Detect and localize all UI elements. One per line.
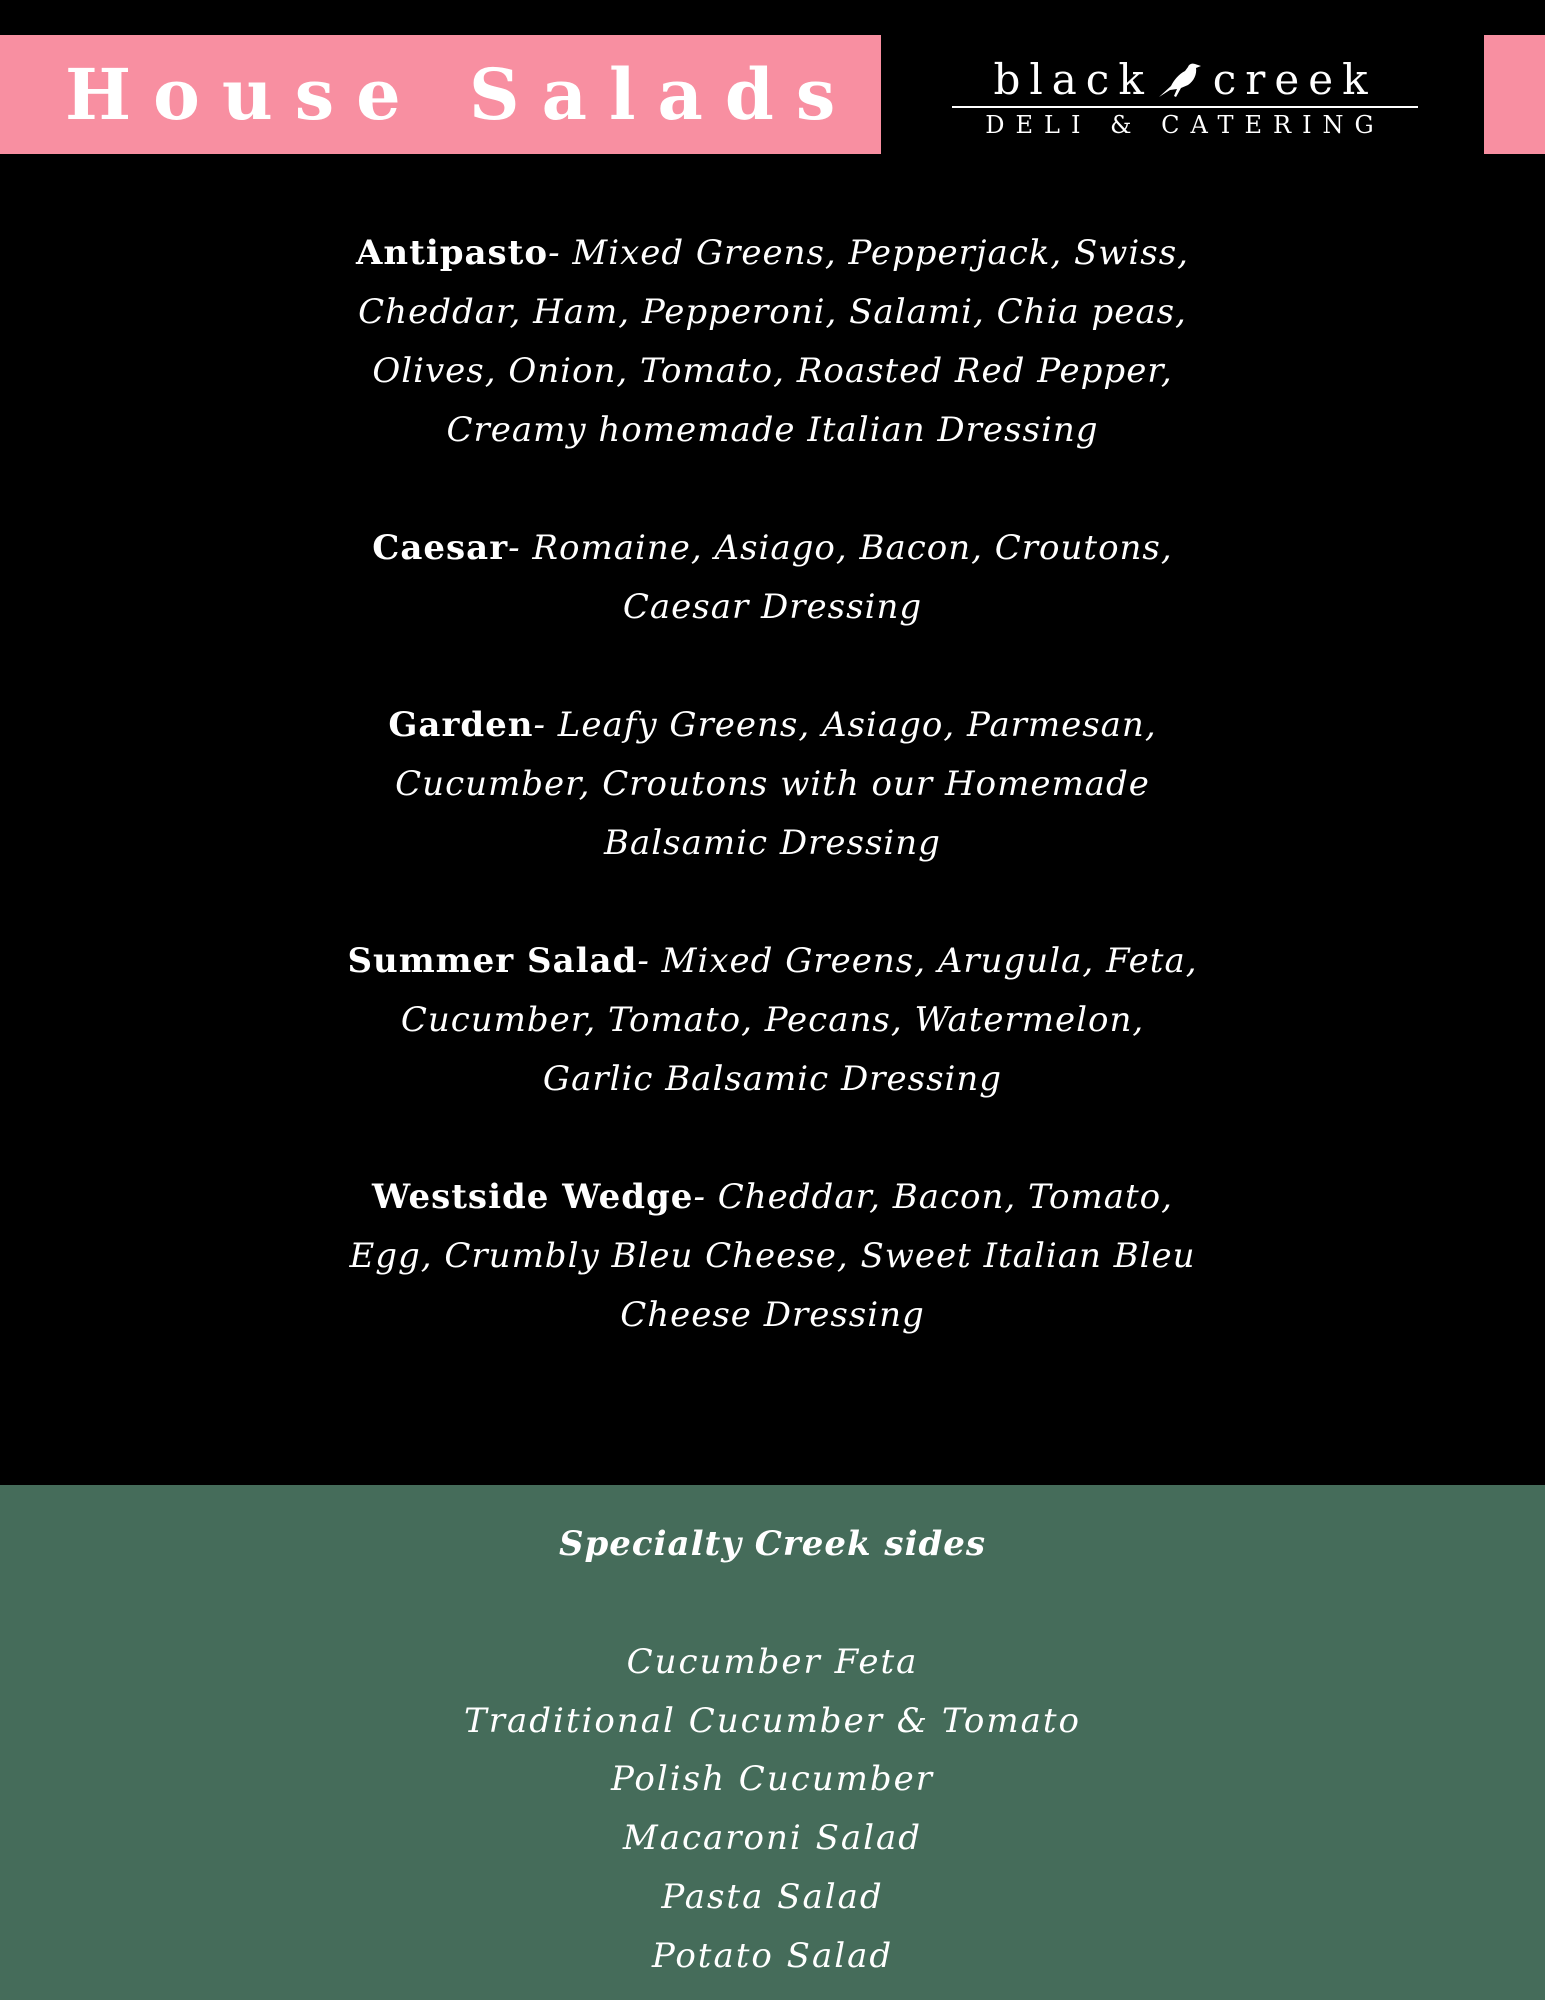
salad-name: Garden bbox=[388, 705, 534, 745]
title-banner bbox=[0, 35, 881, 154]
side-item: Macaroni Salad bbox=[622, 1818, 923, 1859]
sides-panel bbox=[0, 1485, 1545, 2000]
salad-description: Cheddar, Bacon, Tomato, Egg, Crumbly Bleu Cheese, Sweet Italian Bleu Cheese Dressing bbox=[349, 1177, 1196, 1335]
side-item: Traditional Cucumber & Tomato bbox=[464, 1700, 1081, 1741]
logo-word-creek: creek bbox=[1212, 54, 1377, 104]
salad-item bbox=[340, 519, 1205, 637]
logo-divider bbox=[952, 106, 1418, 108]
side-item: Potato Salad bbox=[651, 1935, 894, 1976]
page-title: House Salads bbox=[65, 53, 858, 136]
salad-description: Romaine, Asiago, Bacon, Croutons, Caesar Dressing bbox=[532, 528, 1173, 627]
salad-item bbox=[340, 696, 1205, 873]
sides-list bbox=[0, 1633, 1545, 1985]
salad-item bbox=[340, 224, 1205, 460]
salad-separator: - bbox=[637, 941, 662, 981]
salad-name: Caesar bbox=[372, 528, 509, 568]
logo-tagline: DELI & CATERING bbox=[985, 111, 1385, 139]
salad-item bbox=[340, 1168, 1205, 1345]
brand-logo bbox=[950, 55, 1420, 145]
salad-separator: - bbox=[548, 233, 573, 273]
sides-title: Specialty Creek sides bbox=[558, 1524, 987, 1564]
salad-description: Mixed Greens, Pepperjack, Swiss, Cheddar, Ham, Pepperoni, Salami, Chia peas, Olives, Onion, Tomato, Roasted Red Pepper, Creamy homemade Italian Dressing bbox=[358, 233, 1189, 450]
side-item: Polish Cucumber bbox=[610, 1759, 935, 1800]
logo-wordmark bbox=[950, 55, 1420, 103]
salad-name: Summer Salad bbox=[347, 941, 638, 981]
salad-separator: - bbox=[508, 528, 533, 568]
side-item: Cucumber Feta bbox=[626, 1642, 919, 1682]
side-item: Pasta Salad bbox=[661, 1876, 884, 1917]
salad-item bbox=[340, 932, 1205, 1109]
salad-separator: - bbox=[693, 1177, 718, 1217]
salad-separator: - bbox=[533, 705, 558, 745]
salad-description: Leafy Greens, Asiago, Parmesan, Cucumber, Croutons with our Homemade Balsamic Dressing bbox=[395, 705, 1157, 863]
accent-tab bbox=[1484, 35, 1545, 154]
logo-word-black: black bbox=[993, 54, 1153, 104]
salad-list bbox=[340, 224, 1205, 1404]
salad-description: Mixed Greens, Arugula, Feta, Cucumber, Tomato, Pecans, Watermelon, Garlic Balsamic Dressing bbox=[400, 941, 1198, 1099]
salad-name: Antipasto bbox=[356, 233, 549, 273]
salad-name: Westside Wedge bbox=[372, 1177, 694, 1217]
bird-icon bbox=[1157, 59, 1203, 99]
